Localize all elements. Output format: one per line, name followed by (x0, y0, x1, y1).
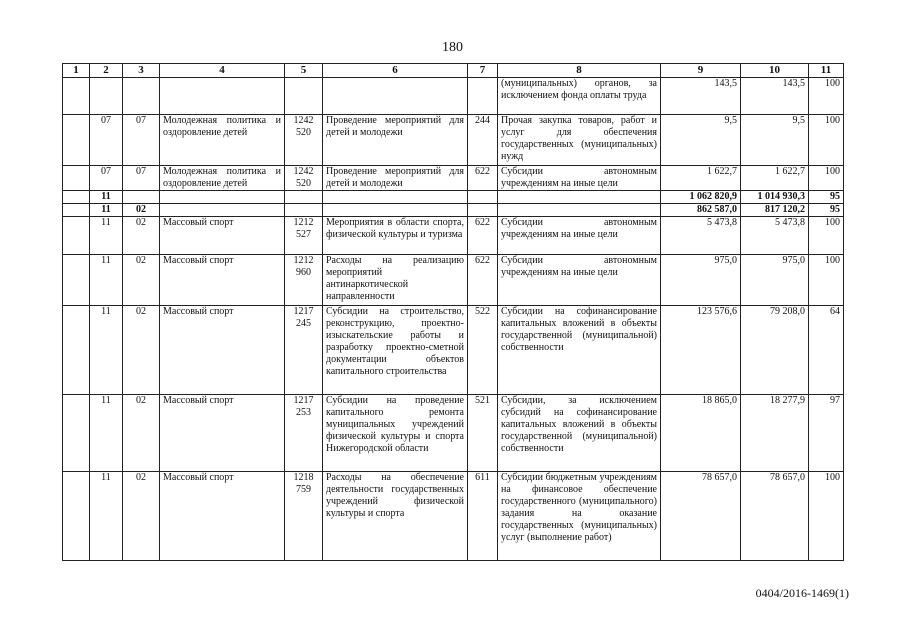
cell-section: 07 (90, 115, 123, 166)
table-row (63, 115, 844, 166)
cell-expense-name: Субсидии на софинансирование капитальных вложений в объекты государственной (муниципальной) собственности (498, 306, 661, 395)
cell-expense-type: 622 (468, 166, 498, 191)
table-row (63, 217, 844, 255)
cell-col1 (63, 78, 90, 115)
cell-target-article (285, 78, 323, 115)
cell-article-name: Расходы на реализацию мероприятий антинаркотической направленности (323, 255, 468, 306)
cell-col1 (63, 191, 90, 204)
cell-col1 (63, 255, 90, 306)
table-row (63, 472, 844, 561)
cell-section: 07 (90, 166, 123, 191)
cell-plan: 1 622,7 (661, 166, 741, 191)
cell-name: Массовый спорт (160, 306, 285, 395)
cell-expense-name: Субсидии автономным учреждениям на иные цели (498, 166, 661, 191)
cell-actual: 1 622,7 (741, 166, 809, 191)
cell-percent: 95 (809, 191, 844, 204)
cell-section: 11 (90, 217, 123, 255)
cell-actual: 5 473,8 (741, 217, 809, 255)
cell-subsection: 02 (123, 472, 160, 561)
cell-expense-name (498, 191, 661, 204)
cell-target-article: 1212 960 (285, 255, 323, 306)
table-row (63, 395, 844, 472)
cell-expense-name: Прочая закупка товаров, работ и услуг для обеспечения государственных (муниципальных) нужд (498, 115, 661, 166)
cell-expense-type: 522 (468, 306, 498, 395)
header-row (63, 64, 844, 78)
table-row (63, 204, 844, 217)
cell-section: 11 (90, 204, 123, 217)
cell-plan: 123 576,6 (661, 306, 741, 395)
cell-subsection: 02 (123, 306, 160, 395)
cell-percent: 100 (809, 217, 844, 255)
cell-name: Массовый спорт (160, 472, 285, 561)
cell-name: Массовый спорт (160, 217, 285, 255)
cell-actual: 79 208,0 (741, 306, 809, 395)
cell-plan: 143,5 (661, 78, 741, 115)
cell-plan: 862 587,0 (661, 204, 741, 217)
cell-percent: 100 (809, 78, 844, 115)
cell-expense-type (468, 191, 498, 204)
cell-expense-type: 521 (468, 395, 498, 472)
cell-col1 (63, 395, 90, 472)
cell-article-name (323, 78, 468, 115)
cell-plan: 1 062 820,9 (661, 191, 741, 204)
cell-subsection: 02 (123, 395, 160, 472)
budget-table (62, 63, 844, 561)
cell-expense-name: Субсидии бюджетным учреждениям на финансовое обеспечение государственного (муниципального) задания на оказание государственных (муниципальных) услуг (выполнение работ) (498, 472, 661, 561)
cell-target-article: 1242 520 (285, 115, 323, 166)
cell-actual: 1 014 930,3 (741, 191, 809, 204)
table-row (63, 78, 844, 115)
cell-section: 11 (90, 191, 123, 204)
cell-col1 (63, 306, 90, 395)
cell-actual: 817 120,2 (741, 204, 809, 217)
cell-name (160, 78, 285, 115)
cell-subsection: 02 (123, 204, 160, 217)
cell-target-article: 1242 520 (285, 166, 323, 191)
cell-article-name: Проведение мероприятий для детей и молодежи (323, 166, 468, 191)
cell-percent: 100 (809, 166, 844, 191)
cell-target-article (285, 204, 323, 217)
cell-expense-name (498, 204, 661, 217)
cell-article-name: Расходы на обеспечение деятельности государственных учреждений физической культуры и спорта (323, 472, 468, 561)
cell-plan: 18 865,0 (661, 395, 741, 472)
cell-section: 11 (90, 306, 123, 395)
cell-article-name: Мероприятия в области спорта, физической культуры и туризма (323, 217, 468, 255)
column-header-5: 5 (285, 64, 323, 78)
cell-plan: 9,5 (661, 115, 741, 166)
cell-percent: 97 (809, 395, 844, 472)
cell-subsection (123, 78, 160, 115)
cell-target-article: 1217 253 (285, 395, 323, 472)
cell-col1 (63, 472, 90, 561)
cell-article-name: Субсидии на проведение капитального ремонта муниципальных учреждений физической культуры и спорта Нижегородской области (323, 395, 468, 472)
cell-percent: 100 (809, 472, 844, 561)
cell-section (90, 78, 123, 115)
cell-subsection (123, 191, 160, 204)
cell-expense-type (468, 78, 498, 115)
cell-col1 (63, 166, 90, 191)
cell-expense-name: Субсидии, за исключением субсидий на софинансирование капитальных вложений в объекты государственной (муниципальной) собственности (498, 395, 661, 472)
cell-article-name (323, 204, 468, 217)
cell-plan: 975,0 (661, 255, 741, 306)
cell-expense-type: 244 (468, 115, 498, 166)
cell-percent: 100 (809, 115, 844, 166)
cell-target-article (285, 191, 323, 204)
cell-col1 (63, 115, 90, 166)
cell-subsection: 02 (123, 217, 160, 255)
cell-actual: 975,0 (741, 255, 809, 306)
cell-expense-name: Субсидии автономным учреждениям на иные цели (498, 217, 661, 255)
cell-subsection: 07 (123, 115, 160, 166)
cell-actual: 18 277,9 (741, 395, 809, 472)
cell-section: 11 (90, 395, 123, 472)
cell-section: 11 (90, 255, 123, 306)
cell-target-article: 1212 527 (285, 217, 323, 255)
document-code: 0404/2016-1469(1) (755, 586, 849, 600)
cell-col1 (63, 204, 90, 217)
column-header-3: 3 (123, 64, 160, 78)
column-header-8: 8 (498, 64, 661, 78)
cell-article-name: Субсидии на строительство, реконструкцию, проектно-изыскательские работы и разработку проектно-сметной документации объектов капитального строительства (323, 306, 468, 395)
cell-expense-name: Субсидии автономным учреждениям на иные цели (498, 255, 661, 306)
cell-subsection: 02 (123, 255, 160, 306)
cell-expense-type (468, 204, 498, 217)
cell-name (160, 204, 285, 217)
cell-target-article: 1217 245 (285, 306, 323, 395)
cell-target-article: 1218 759 (285, 472, 323, 561)
cell-percent: 64 (809, 306, 844, 395)
column-header-9: 9 (661, 64, 741, 78)
column-header-7: 7 (468, 64, 498, 78)
table-row (63, 255, 844, 306)
cell-actual: 143,5 (741, 78, 809, 115)
table-row (63, 166, 844, 191)
cell-expense-type: 622 (468, 255, 498, 306)
cell-plan: 5 473,8 (661, 217, 741, 255)
cell-article-name (323, 191, 468, 204)
cell-plan: 78 657,0 (661, 472, 741, 561)
cell-name: Массовый спорт (160, 255, 285, 306)
column-header-6: 6 (323, 64, 468, 78)
cell-percent: 100 (809, 255, 844, 306)
cell-actual: 9,5 (741, 115, 809, 166)
column-header-10: 10 (741, 64, 809, 78)
table-row (63, 306, 844, 395)
column-header-2: 2 (90, 64, 123, 78)
cell-expense-type: 622 (468, 217, 498, 255)
cell-name (160, 191, 285, 204)
cell-percent: 95 (809, 204, 844, 217)
cell-name: Молодежная политика и оздоровление детей (160, 166, 285, 191)
cell-name: Молодежная политика и оздоровление детей (160, 115, 285, 166)
cell-name: Массовый спорт (160, 395, 285, 472)
cell-section: 11 (90, 472, 123, 561)
column-header-11: 11 (809, 64, 844, 78)
cell-article-name: Проведение мероприятий для детей и молодежи (323, 115, 468, 166)
column-header-4: 4 (160, 64, 285, 78)
cell-actual: 78 657,0 (741, 472, 809, 561)
cell-expense-type: 611 (468, 472, 498, 561)
table-row (63, 191, 844, 204)
page-number: 180 (442, 40, 463, 55)
cell-expense-name: (муниципальных) органов, за исключением фонда оплаты труда (498, 78, 661, 115)
column-header-1: 1 (63, 64, 90, 78)
cell-col1 (63, 217, 90, 255)
table-body (63, 78, 844, 561)
cell-subsection: 07 (123, 166, 160, 191)
